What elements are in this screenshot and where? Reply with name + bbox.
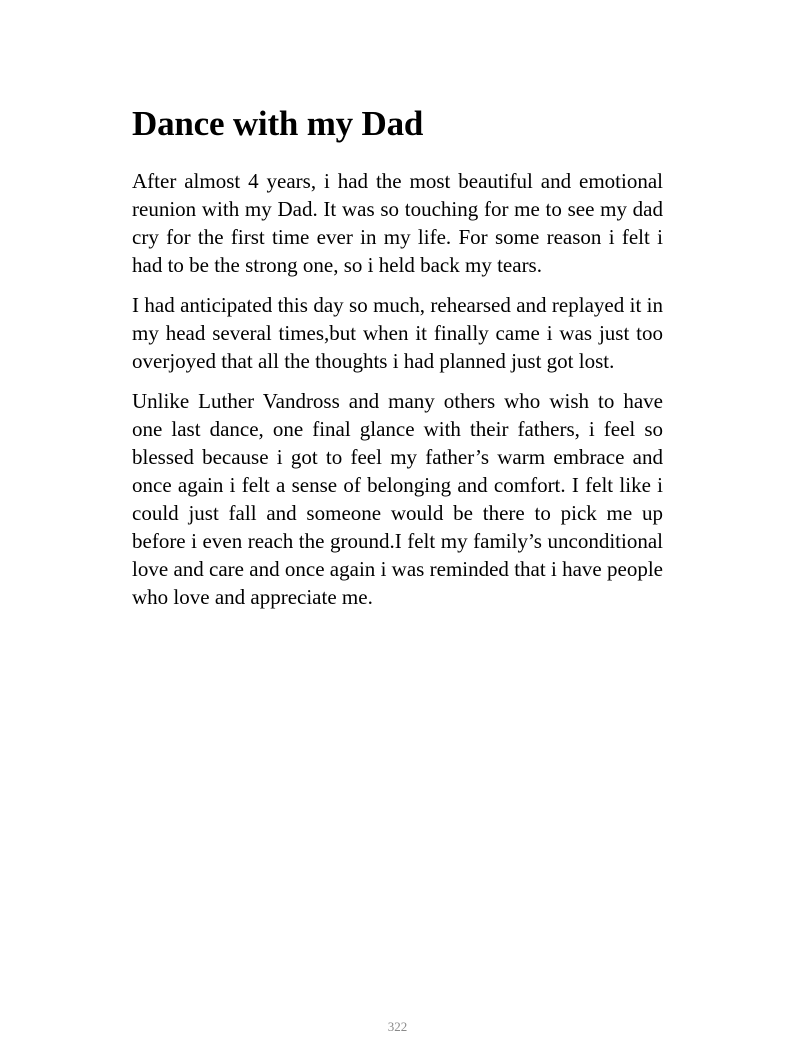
paragraph-2: I had anticipated this day so much, rehearsed and replayed it in my head several times,but when it finally came i was just too overjoyed that all the thoughts i had planned just got lost.	[132, 293, 663, 373]
page-content	[132, 102, 663, 611]
page-title: Dance with my Dad	[132, 104, 424, 143]
paragraph-3: Unlike Luther Vandross and many others who wish to have one last dance, one final glance with their fathers, i feel so blessed because i got to feel my father’s warm embrace and once again i felt a sense of belonging and comfort. I felt like i could just fall and someone would be there to pick me up before i even reach the ground.I felt my family’s unconditional love and care and once again i was reminded that i have people who love and appreciate me.	[132, 389, 663, 609]
page-number: 322	[387, 1019, 408, 1034]
paragraph-1: After almost 4 years, i had the most beautiful and emotional reunion with my Dad. It was so touching for me to see my dad cry for the first time ever in my life. For some reason i felt i had to be the strong one, so i held back my tears.	[132, 169, 663, 277]
